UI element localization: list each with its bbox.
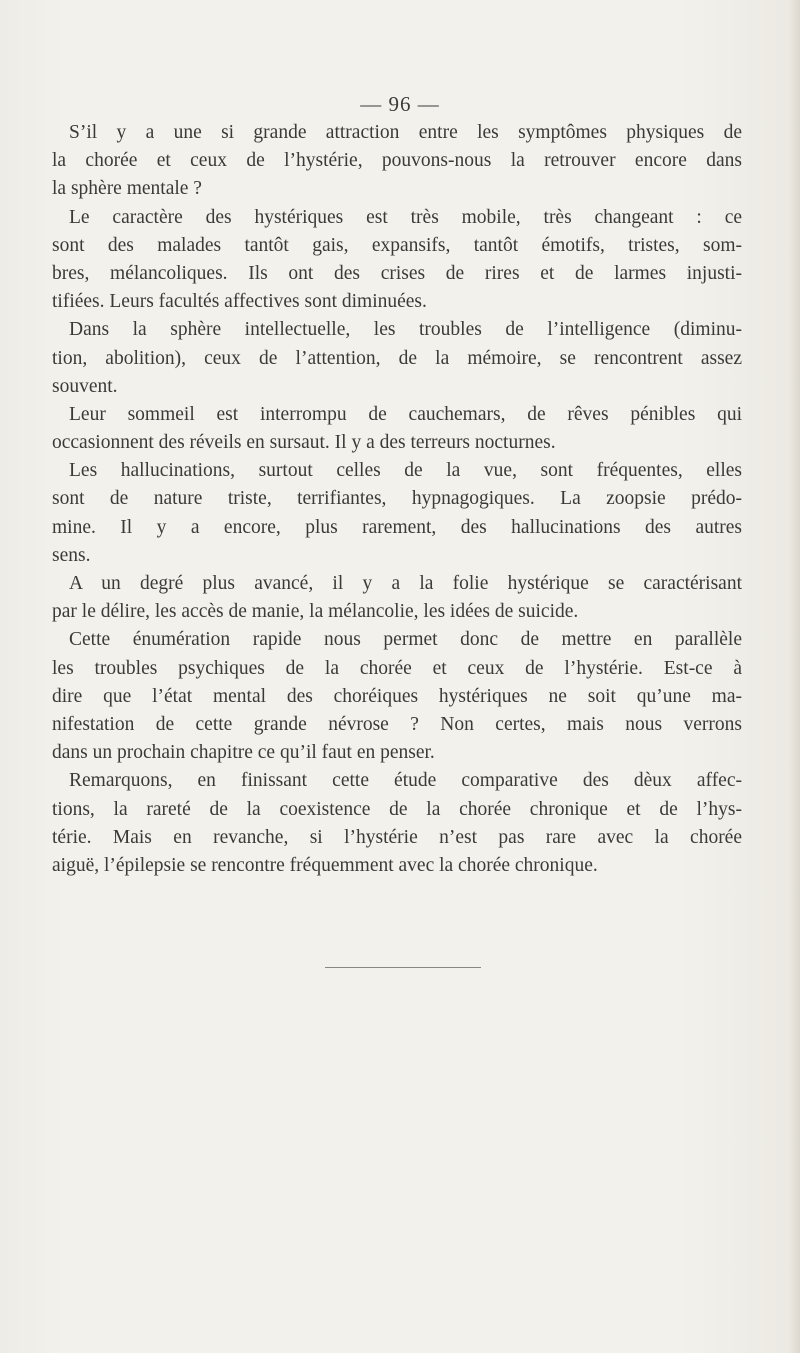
text-line: S’il y a une si grande attraction entre les symptômes physiques de [69, 122, 742, 143]
text-line: les troubles psychiques de la chorée et ceux de l’hystérie. Est-ce à [52, 657, 742, 679]
page-number: — 96 — [360, 92, 440, 116]
text-line: dans un prochain chapitre ce qu’il faut en penser. [52, 742, 435, 764]
text-line: sont des malades tantôt gais, expansifs, tantôt émotifs, tristes, som- [52, 234, 742, 256]
text-line: Leur sommeil est interrompu de cauchemars, de rêves pénibles qui [69, 403, 742, 425]
section-divider [325, 967, 481, 968]
text-line: sont de nature triste, terrifiantes, hypnagogiques. La zoopsie prédo- [52, 488, 742, 510]
text-line: la chorée et ceux de l’hystérie, pouvons-nous la retrouver encore dans [52, 150, 742, 172]
text-line: sens. [52, 544, 91, 566]
text-line: nifestation de cette grande névrose ? Non certes, mais nous verrons [52, 713, 742, 735]
text-line: occasionnent des réveils en sursaut. Il y a des terreurs nocturnes. [52, 432, 556, 454]
text-line: A un degré plus avancé, il y a la folie hystérique se caractérisant [69, 573, 742, 594]
text-line: dire que l’état mental des choréiques hystériques ne soit qu’une ma- [52, 685, 742, 707]
text-line: la sphère mentale ? [52, 178, 202, 200]
text-line: aiguë, l’épilepsie se rencontre fréquemment avec la chorée chronique. [52, 854, 598, 876]
text-line: tifiées. Leurs facultés affectives sont diminuées. [52, 291, 427, 313]
page-edge-shadow [788, 0, 800, 1353]
text-line: bres, mélancoliques. Ils ont des crises de rires et de larmes injusti- [52, 262, 742, 284]
text-line: Cette énumération rapide nous permet donc de mettre en parallèle [69, 629, 742, 651]
text-line: Dans la sphère intellectuelle, les troubles de l’intelligence (diminu- [69, 319, 742, 341]
text-line: mine. Il y a encore, plus rarement, des hallucinations des autres [52, 516, 742, 538]
text-line: Remarquons, en finissant cette étude comparative des dèux affec- [69, 770, 742, 792]
text-line: souvent. [52, 375, 118, 397]
text-line: par le délire, les accès de manie, la mélancolie, les idées de suicide. [52, 601, 579, 623]
text-line: Le caractère des hystériques est très mobile, très changeant : ce [69, 206, 742, 228]
text-line: tions, la rareté de la coexistence de la chorée chronique et de l’hys- [52, 798, 742, 820]
body-text [52, 119, 742, 880]
text-line: térie. Mais en revanche, si l’hystérie n’est pas rare avec la chorée [52, 826, 742, 848]
text-line: Les hallucinations, surtout celles de la vue, sont fréquentes, elles [69, 460, 742, 482]
text-line: tion, abolition), ceux de l’attention, de la mémoire, se rencontrent assez [52, 347, 742, 369]
